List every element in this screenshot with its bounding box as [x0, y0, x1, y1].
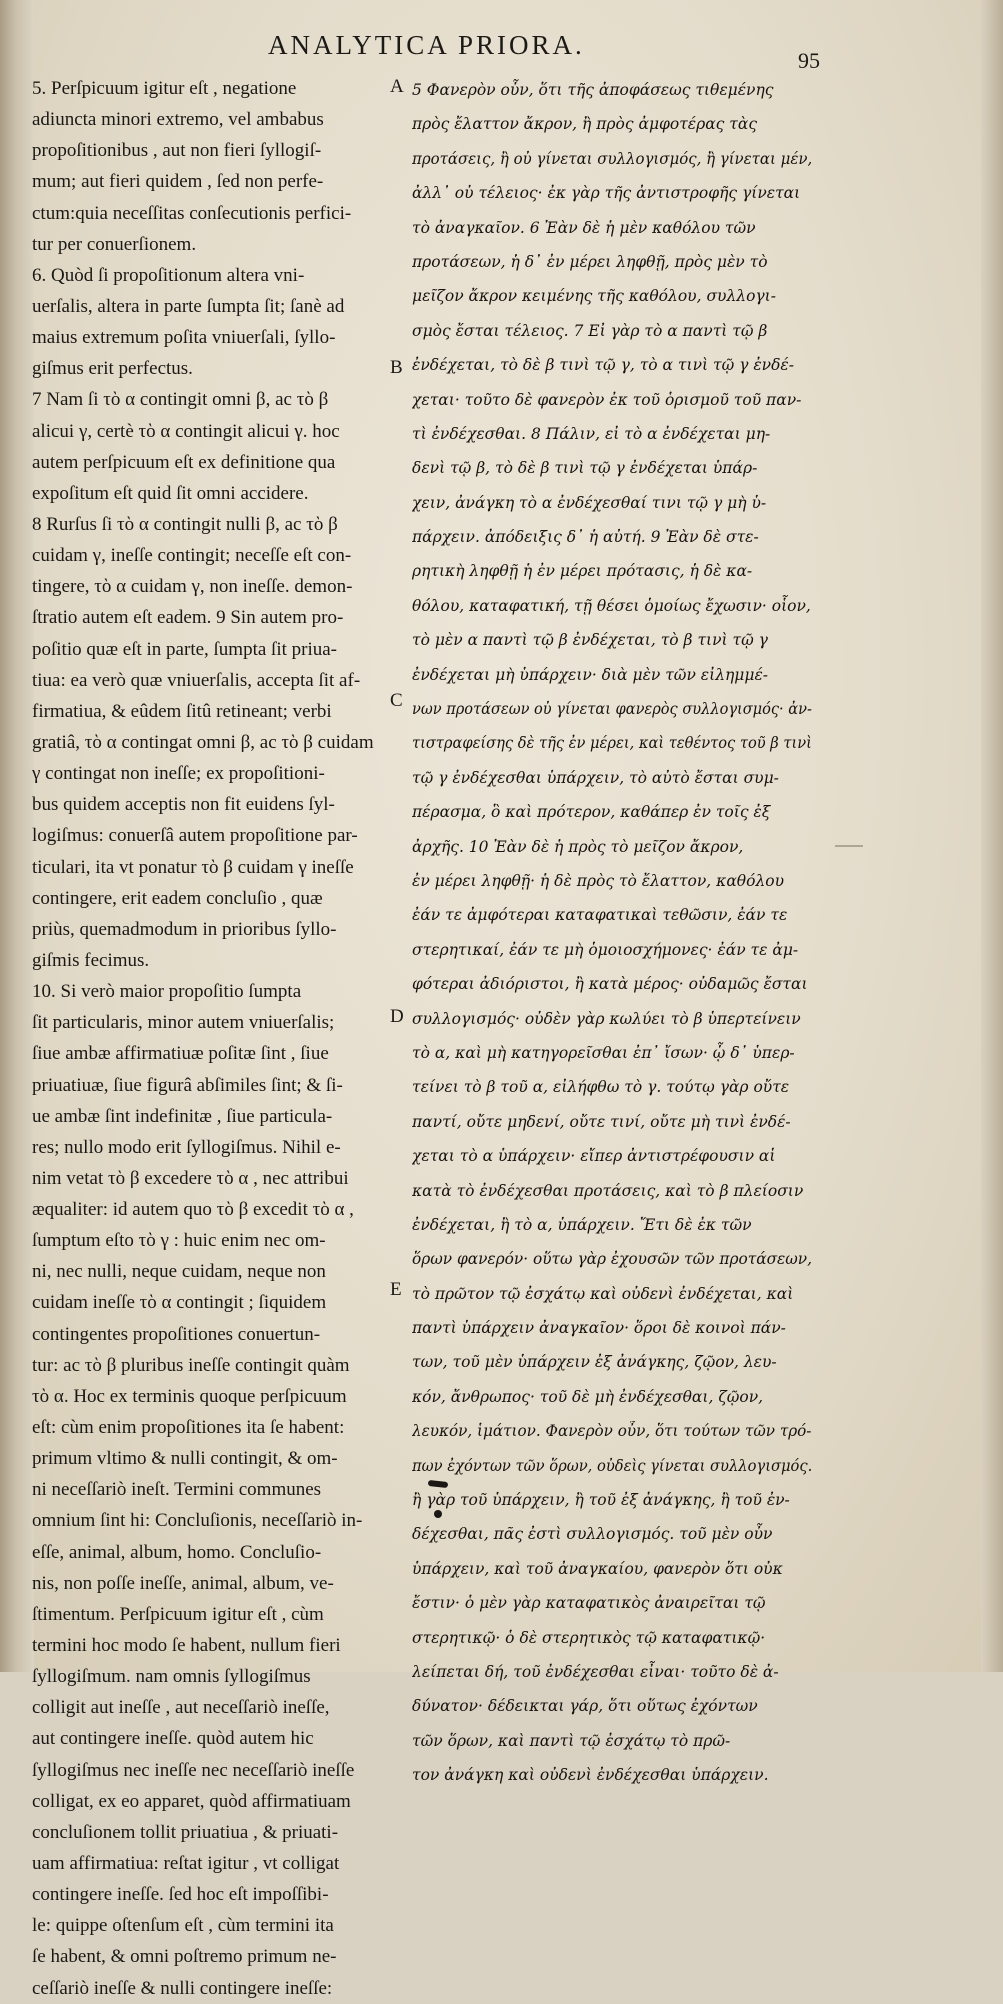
- stray-ink-mark: [835, 845, 863, 847]
- latin-text-line: ſe habent, & omni poſtremo primum ne-: [32, 1946, 337, 1968]
- greek-text-line: θόλου, καταφατική, τῇ θέσει ὁμοίως ἔχωσιν· οἷον,: [412, 596, 811, 615]
- latin-text-line: colligit aut ineſſe , aut neceſſariò ineſſe,: [32, 1697, 330, 1719]
- latin-text-line: adiuncta minori extremo, vel ambabus: [32, 109, 324, 131]
- latin-text-line: aut contingere ineſſe. quòd autem hic: [32, 1728, 314, 1750]
- greek-text-line: τῷ γ ἐνδέχεσθαι ὑπάρχειν, τὸ αὐτὸ ἔσται συμ-: [412, 768, 779, 787]
- greek-text-line: παντί, οὔτε μηδενί, οὔτε τινί, οὔτε μὴ τινὶ ἐνδέ-: [412, 1112, 791, 1131]
- page-number: 95: [798, 48, 820, 73]
- latin-text-line: ſtimentum. Perſpicuum igitur eſt , cùm: [32, 1603, 324, 1625]
- latin-text-line: cuidam ineſſe τὸ α contingit ; ſiquidem: [32, 1292, 327, 1314]
- latin-text-line: ceſſariò ineſſe & nulli contingere ineſſe:: [32, 1977, 333, 1999]
- greek-text-line: ἐνδέχεται, τὸ δὲ β τινὶ τῷ γ, τὸ α τινὶ τῷ γ ἐνδέ-: [412, 356, 794, 375]
- latin-text-line: ſiue ambæ affirmatiuæ poſitæ ſint , ſiue: [32, 1043, 329, 1065]
- greek-text-line: τὸ α, καὶ μὴ κατηγορεῖσθαι ἐπ᾿ ἴσων· ᾧ δ᾿ ὑπερ-: [412, 1043, 795, 1062]
- page-gutter: [0, 0, 34, 1672]
- latin-text-line: ſyllogiſmus nec ineſſe nec neceſſariò ineſſe: [32, 1759, 355, 1781]
- latin-text-line: mum; aut fieri quidem , ſed non perfe-: [32, 171, 324, 193]
- latin-text-line: logiſmus: conuerſâ autem propoſitione par-: [32, 825, 358, 847]
- latin-text-line: autem perſpicuum eſt ex definitione qua: [32, 451, 336, 473]
- latin-text-line: giſmus erit perfectus.: [32, 358, 193, 380]
- greek-text-line: τὶ ἐνδέχεσθαι. 8 Πάλιν, εἰ τὸ α ἐνδέχεται μη-: [412, 424, 771, 443]
- greek-column: [412, 73, 812, 1793]
- greek-text-line: ἔστιν· ὁ μὲν γὰρ καταφατικὸς ἀναιρεῖται τῷ: [412, 1594, 766, 1613]
- latin-text-line: nim vetat τὸ β excedere τὸ α , nec attribui: [32, 1167, 349, 1189]
- latin-text-line: contingentes propoſitiones conuertun-: [32, 1323, 321, 1345]
- greek-text-line: συλλογισμός· οὐδὲν γὰρ κωλύει τὸ β ὑπερτείνειν: [412, 1009, 801, 1028]
- greek-text-line: ὑπάρχειν, καὶ τοῦ ἀναγκαίου, φανερὸν ὅτι οὐκ: [412, 1559, 783, 1578]
- latin-text-line: uam affirmatiua: reſtat igitur , vt colligat: [32, 1853, 340, 1875]
- latin-text-line: æqualiter: id autem quo τὸ β excedit τὸ α ,: [32, 1199, 354, 1221]
- latin-text-line: 6. Quòd ſi propoſitionum altera vni-: [32, 264, 305, 286]
- latin-text-line: giſmis fecimus.: [32, 949, 150, 971]
- greek-text-line: ἐάν τε ἀμφότεραι καταφατικαὶ τεθῶσιν, ἐάν τε: [412, 906, 788, 925]
- greek-text-line: τιστραφείσης δὲ τῆς ἐν μέρει, καὶ τεθέντος τοῦ β τινὶ: [412, 734, 812, 753]
- running-head: ANALYTICA PRIORA.: [268, 30, 585, 60]
- latin-text-line: contingere ineſſe. ſed hoc eſt impoſſibi-: [32, 1884, 329, 1906]
- greek-text-line: τῶν ὅρων, καὶ παντὶ τῷ ἐσχάτῳ τὸ πρῶ-: [412, 1731, 731, 1750]
- latin-text-line: propoſitionibus , aut non fieri ſyllogiſ-: [32, 140, 322, 162]
- latin-text-line: le: quippe oſtenſum eſt , cùm termini ita: [32, 1915, 334, 1937]
- greek-text-line: ἀλλ᾿ οὐ τέλειος· ἐκ γὰρ τῆς ἀντιστροφῆς γίνεται: [412, 184, 801, 203]
- latin-text-line: ſit particularis, minor autem vniuerſalis;: [32, 1012, 335, 1034]
- latin-text-line: priuatiuæ, ſiue figurâ abſimiles ſint; & ſi-: [32, 1074, 343, 1096]
- greek-text-line: προτάσεις, ἢ οὐ γίνεται συλλογισμός, ἢ γίνεται μέν,: [412, 149, 813, 168]
- latin-text-line: tingere, τὸ α cuidam γ, non ineſſe. demon-: [32, 576, 353, 598]
- latin-text-line: res; nullo modo erit ſyllogiſmus. Nihil e-: [32, 1136, 341, 1158]
- greek-text-line: τὸ μὲν α παντὶ τῷ β ἐνδέχεται, τὸ β τινὶ τῷ γ: [412, 631, 768, 650]
- greek-text-line: τον ἀνάγκη καὶ οὐδενὶ ἐνδέχεσθαι ὑπάρχειν.: [412, 1766, 769, 1785]
- greek-text-line: φότεραι ἀδιόριστοι, ἢ κατὰ μέρος· οὐδαμῶς ἔσται: [412, 975, 808, 994]
- margin-letter-e: E: [390, 1279, 402, 1300]
- greek-text-line: νων προτάσεων οὐ γίνεται φανερὸς συλλογισμός· ἀν-: [412, 700, 812, 719]
- greek-text-line: ἐν μέρει ληφθῇ· ἡ δὲ πρὸς τὸ ἔλαττον, καθόλου: [412, 871, 785, 890]
- greek-text-line: λείπεται δή, τοῦ ἐνδέχεσθαι εἶναι· τοῦτο δὲ ἀ-: [412, 1662, 779, 1681]
- latin-text-line: tiua: ea verò quæ vniuerſalis, accepta ſit af-: [32, 669, 361, 691]
- greek-text-line: ὅρων φανερόν· οὕτω γὰρ ἐχουσῶν τῶν προτάσεων,: [412, 1250, 812, 1269]
- page-edge: [981, 0, 1003, 1672]
- greek-text-line: ρητικὴ ληφθῇ ἡ ἐν μέρει πρότασις, ἡ δὲ κα-: [412, 562, 753, 581]
- greek-text-line: ἐνδέχεται μὴ ὑπάρχειν· διὰ μὲν τῶν εἰλημμέ-: [412, 665, 769, 684]
- greek-text-line: τὸ ἀναγκαῖον. 6 Ἐὰν δὲ ἡ μὲν καθόλου τῶν: [412, 218, 756, 237]
- greek-text-line: 5 Φανερὸν οὖν, ὅτι τῆς ἀποφάσεως τιθεμένης: [412, 81, 774, 99]
- greek-text-line: δύνατον· δέδεικται γάρ, ὅτι οὕτως ἐχόντων: [412, 1697, 758, 1716]
- latin-text-line: γ contingat non ineſſe; ex propoſitioni-: [32, 763, 325, 785]
- greek-text-line: των, τοῦ μὲν ὑπάρχειν ἐξ ἀνάγκης, ζῷον, λευ-: [412, 1353, 777, 1372]
- margin-letter-a: A: [390, 76, 404, 97]
- greek-text-line: στερητικῷ· ὁ δὲ στερητικὸς τῷ καταφατικῷ·: [412, 1628, 766, 1647]
- greek-text-line: δενὶ τῷ β, τὸ δὲ β τινὶ τῷ γ ἐνδέχεται ὑπάρ-: [412, 459, 758, 478]
- latin-text-line: uerſalis, altera in parte ſumpta ſit; ſanè ad: [32, 295, 345, 317]
- latin-text-line: tur per conuerſionem.: [32, 233, 197, 255]
- latin-text-line: 8 Rurſus ſi τὸ α contingit nulli β, ac τὸ β: [32, 513, 338, 535]
- latin-text-line: ue ambæ ſint indefinitæ , ſiue particula-: [32, 1105, 333, 1127]
- latin-text-line: priùs, quemadmodum in prioribus ſyllo-: [32, 918, 337, 940]
- greek-text-line: πων ἐχόντων τῶν ὅρων, οὐδεὶς γίνεται συλλογισμός.: [412, 1456, 813, 1475]
- latin-text-line: alicui γ, certè τὸ α contingit alicui γ. hoc: [32, 420, 340, 442]
- latin-text-line: 5. Perſpicuum igitur eſt , negatione: [32, 78, 297, 99]
- latin-text-line: colligat, ex eo apparet, quòd affirmatiuam: [32, 1790, 351, 1812]
- greek-text-line: μεῖζον ἄκρον κειμένης τῆς καθόλου, συλλογι-: [412, 287, 777, 306]
- latin-text-line: eſt: cùm enim propoſitiones ita ſe habent:: [32, 1417, 345, 1439]
- latin-text-line: ticulari, ita vt ponatur τὸ β cuidam γ ineſſe: [32, 856, 354, 878]
- greek-text-line: παντὶ ὑπάρχειν ἀναγκαῖον· ὅροι δὲ κοινοὶ πάν-: [412, 1319, 786, 1338]
- latin-text-line: ni neceſſariò ineſt. Termini communes: [32, 1479, 322, 1501]
- margin-letter-b: B: [390, 357, 403, 378]
- greek-text-line: χεται τὸ α ὑπάρχειν· εἴπερ ἀντιστρέφουσιν αἱ: [412, 1147, 776, 1166]
- greek-text-line: τὸ πρῶτον τῷ ἐσχάτῳ καὶ οὐδενὶ ἐνδέχεται, καὶ: [412, 1284, 794, 1303]
- latin-text-line: ſumptum eſto τὸ γ : huic enim nec om-: [32, 1230, 326, 1252]
- latin-text-line: cuidam γ, ineſſe contingit; neceſſe eſt con-: [32, 545, 352, 567]
- greek-text-line: χεται· τοῦτο δὲ φανερὸν ἐκ τοῦ ὁρισμοῦ τοῦ παν-: [412, 390, 802, 409]
- greek-text-line: πάρχειν. ἀπόδειξις δ᾿ ἡ αὐτή. 9 Ἐὰν δὲ στε-: [412, 528, 759, 547]
- latin-text-line: 7 Nam ſi τὸ α contingit omni β, ac τὸ β: [32, 389, 329, 411]
- latin-text-line: expoſitum eſt quid ſit omni accidere.: [32, 482, 309, 504]
- greek-text-line: κατὰ τὸ ἐνδέχεσθαι προτάσεις, καὶ τὸ β πλείοσιν: [412, 1181, 804, 1200]
- latin-text-line: concluſionem tollit priuatiua , & priuati-: [32, 1821, 339, 1843]
- greek-text-line: πρὸς ἔλαττον ἄκρον, ἢ πρὸς ἀμφοτέρας τὰς: [412, 115, 758, 134]
- greek-text-line: ἢ γὰρ τοῦ ὑπάρχειν, ἢ τοῦ ἐξ ἀνάγκης, ἢ τοῦ ἐν-: [412, 1491, 790, 1510]
- latin-text-line: ſyllogiſmum. nam omnis ſyllogiſmus: [32, 1666, 311, 1688]
- latin-text-line: τὸ α. Hoc ex terminis quoque perſpicuum: [32, 1385, 347, 1407]
- latin-text-line: gratiâ, τὸ α contingat omni β, ac τὸ β cuidam: [32, 731, 374, 753]
- greek-text-line: τείνει τὸ β τοῦ α, εἰλήφθω τὸ γ. τούτῳ γὰρ οὔτε: [412, 1078, 790, 1097]
- latin-text-line: primum vltimo & nulli contingit, & om-: [32, 1448, 338, 1470]
- latin-text-line: eſſe, animal, album, homo. Concluſio-: [32, 1541, 322, 1563]
- latin-text-line: bus quidem acceptis non fit euidens ſyl-: [32, 794, 335, 816]
- latin-text-line: poſitio quæ eſt in parte, ſumpta ſit priua-: [32, 638, 338, 660]
- latin-column: [32, 73, 385, 2004]
- latin-text-line: ni, nec nulli, neque cuidam, neque non: [32, 1261, 326, 1283]
- latin-text-line: tur: ac τὸ β pluribus ineſſe contingit quàm: [32, 1354, 350, 1376]
- greek-text-line: ἀρχῆς. 10 Ἐὰν δὲ ἡ πρὸς τὸ μεῖζον ἄκρον,: [412, 837, 744, 856]
- latin-text-line: ſtratio autem eſt eadem. 9 Sin autem pro-: [32, 607, 344, 629]
- margin-letter-c: C: [390, 690, 403, 711]
- greek-text-line: λευκόν, ἱμάτιον. Φανερὸν οὖν, ὅτι τούτων τῶν τρό-: [412, 1422, 812, 1441]
- latin-text-line: firmatiua, & eûdem ſitû retineant; verbi: [32, 700, 332, 722]
- latin-text-line: nis, non poſſe ineſſe, animal, album, ve-: [32, 1572, 334, 1594]
- latin-text-line: 10. Si verò maior propoſitio ſumpta: [32, 981, 302, 1003]
- greek-text-line: πέρασμα, ὃ καὶ πρότερον, καθάπερ ἐν τοῖς ἐξ: [412, 803, 771, 822]
- greek-text-line: ἐνδέχεται, ἢ τὸ α, ὑπάρχειν. Ἔτι δὲ ἐκ τῶν: [412, 1215, 752, 1234]
- margin-letter-d: D: [390, 1006, 404, 1027]
- latin-text-line: maius extremum poſita vniuerſali, ſyllo-: [32, 327, 336, 349]
- latin-text-line: ctum:quia neceſſitas conſecutionis perfici-: [32, 202, 352, 224]
- ink-dot: [434, 1510, 442, 1518]
- latin-text-line: contingere, erit eadem concluſio , quæ: [32, 887, 323, 909]
- greek-text-line: στερητικαί, ἐάν τε μὴ ὁμοιοσχήμονες· ἐάν τε ἀμ-: [412, 940, 799, 959]
- greek-text-line: χειν, ἀνάγκη τὸ α ἐνδέχεσθαί τινι τῷ γ μὴ ὑ-: [412, 493, 767, 512]
- greek-text-line: δέχεσθαι, πᾶς ἐστὶ συλλογισμός. τοῦ μὲν οὖν: [412, 1525, 773, 1544]
- greek-text-line: σμὸς ἔσται τέλειος. 7 Εἰ γὰρ τὸ α παντὶ τῷ β: [412, 321, 768, 340]
- latin-text-line: omnium ſint hi: Concluſionis, neceſſariò in-: [32, 1510, 363, 1532]
- latin-text-line: termini hoc modo ſe habent, nullum fieri: [32, 1635, 341, 1657]
- greek-text-line: προτάσεων, ἡ δ᾿ ἐν μέρει ληφθῇ, πρὸς μὲν τὸ: [412, 252, 768, 271]
- greek-text-line: κόν, ἄνθρωπος· τοῦ δὲ μὴ ἐνδέχεσθαι, ζῷον,: [412, 1387, 764, 1406]
